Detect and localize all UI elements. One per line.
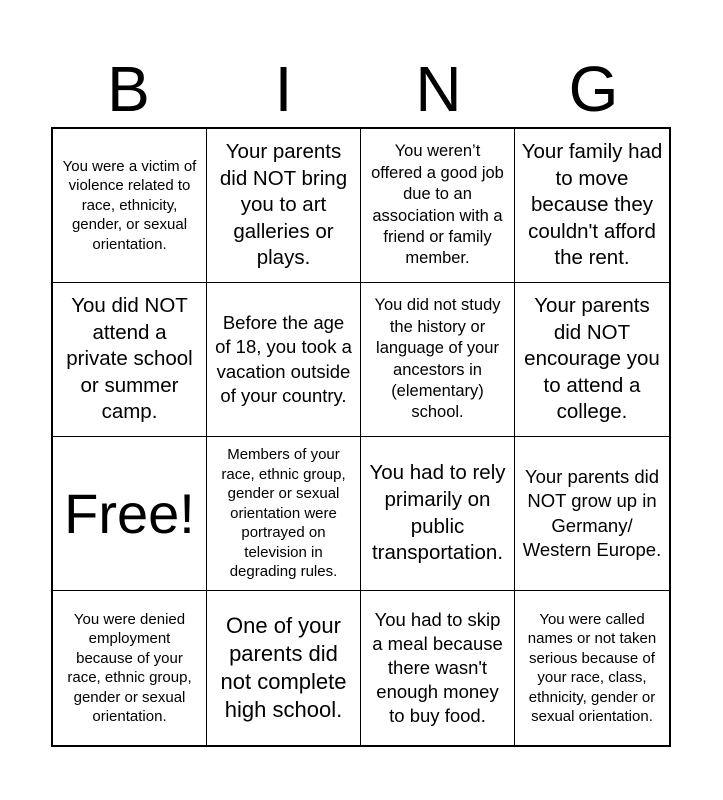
bingo-cell-r3c3[interactable]: You had to rely primarily on public transportation. xyxy=(361,437,515,591)
header-letter-i: I xyxy=(274,53,293,125)
bingo-cell-r4c1[interactable]: You were denied employment because of your race, ethnic group, gender or sexual orientation. xyxy=(53,591,207,745)
bingo-cell-r4c2[interactable]: One of your parents did not complete high school. xyxy=(207,591,361,745)
header-letter-b: B xyxy=(107,53,150,125)
bingo-cell-r1c4[interactable]: Your family had to move because they couldn't afford the rent. xyxy=(515,129,669,283)
bingo-grid xyxy=(51,127,671,747)
bingo-cell-r2c2[interactable]: Before the age of 18, you took a vacation outside of your country. xyxy=(207,283,361,437)
bingo-cell-r4c4[interactable]: You were called names or not taken serious because of your race, class, ethnicity, gender or sexual orientation. xyxy=(527,610,657,725)
header-letter-g: G xyxy=(568,53,619,125)
bingo-cell-r1c2[interactable]: Your parents did NOT bring you to art galleries or plays. xyxy=(207,129,361,283)
bingo-cell-free[interactable]: Free! xyxy=(53,437,207,591)
bingo-header xyxy=(51,50,671,128)
bingo-cell-r3c4[interactable]: Your parents did NOT grow up in Germany/ Western Europe. xyxy=(515,437,669,591)
bingo-cell-r2c3[interactable]: You did not study the history or language of your ancestors in (elementary) school. xyxy=(361,283,515,437)
bingo-cell-r2c4[interactable]: Your parents did NOT encourage you to attend a college. xyxy=(515,283,669,437)
bingo-cell-r1c3[interactable]: You weren’t offered a good job due to an association with a friend or family member. xyxy=(361,129,515,283)
header-letter-n: N xyxy=(415,53,462,125)
bingo-cell-r1c1[interactable]: You were a victim of violence related to race, ethnicity, gender, or sexual orientation. xyxy=(53,129,207,283)
bingo-cell-r2c1[interactable]: You did NOT attend a private school or summer camp. xyxy=(53,283,207,437)
bingo-cell-r4c3[interactable]: You had to skip a meal because there wasn't enough money to buy food. xyxy=(361,591,515,745)
bingo-cell-r3c2[interactable]: Members of your race, ethnic group, gender or sexual orientation were portrayed on television in degrading rules. xyxy=(207,437,361,591)
